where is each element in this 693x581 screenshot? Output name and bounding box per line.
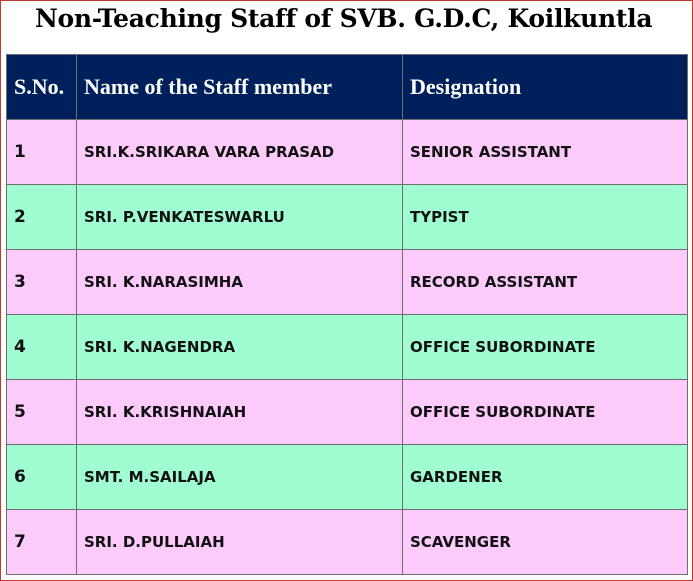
cell-staff-name: SRI. P.VENKATESWARLU xyxy=(77,185,403,250)
page-title: Non-Teaching Staff of SVB. G.D.C, Koilkuntla xyxy=(35,4,653,33)
cell-designation: TYPIST xyxy=(403,185,688,250)
cell-sno: 3 xyxy=(7,250,77,315)
table-row xyxy=(7,510,688,575)
table-row xyxy=(7,185,688,250)
cell-designation: SENIOR ASSISTANT xyxy=(403,120,688,185)
cell-staff-name: SRI. K.KRISHNAIAH xyxy=(77,380,403,445)
cell-sno: 4 xyxy=(7,315,77,380)
cell-sno: 6 xyxy=(7,445,77,510)
table-row xyxy=(7,250,688,315)
table-row xyxy=(7,120,688,185)
cell-staff-name: SRI. D.PULLAIAH xyxy=(77,510,403,575)
cell-sno: 5 xyxy=(7,380,77,445)
table-row xyxy=(7,380,688,445)
cell-staff-name: SRI.K.SRIKARA VARA PRASAD xyxy=(77,120,403,185)
cell-sno: 2 xyxy=(7,185,77,250)
staff-table xyxy=(6,54,688,575)
table-row xyxy=(7,315,688,380)
table-header-row xyxy=(7,55,688,120)
cell-designation: RECORD ASSISTANT xyxy=(403,250,688,315)
column-header-designation: Designation xyxy=(403,55,688,120)
cell-designation: OFFICE SUBORDINATE xyxy=(403,380,688,445)
cell-designation: SCAVENGER xyxy=(403,510,688,575)
cell-sno: 1 xyxy=(7,120,77,185)
cell-staff-name: SRI. K.NARASIMHA xyxy=(77,250,403,315)
cell-staff-name: SRI. K.NAGENDRA xyxy=(77,315,403,380)
cell-staff-name: SMT. M.SAILAJA xyxy=(77,445,403,510)
column-header-sno: S.No. xyxy=(7,55,77,120)
cell-designation: OFFICE SUBORDINATE xyxy=(403,315,688,380)
cell-sno: 7 xyxy=(7,510,77,575)
table-body xyxy=(7,120,688,575)
table-row xyxy=(7,445,688,510)
cell-designation: GARDENER xyxy=(403,445,688,510)
column-header-name: Name of the Staff member xyxy=(77,55,403,120)
